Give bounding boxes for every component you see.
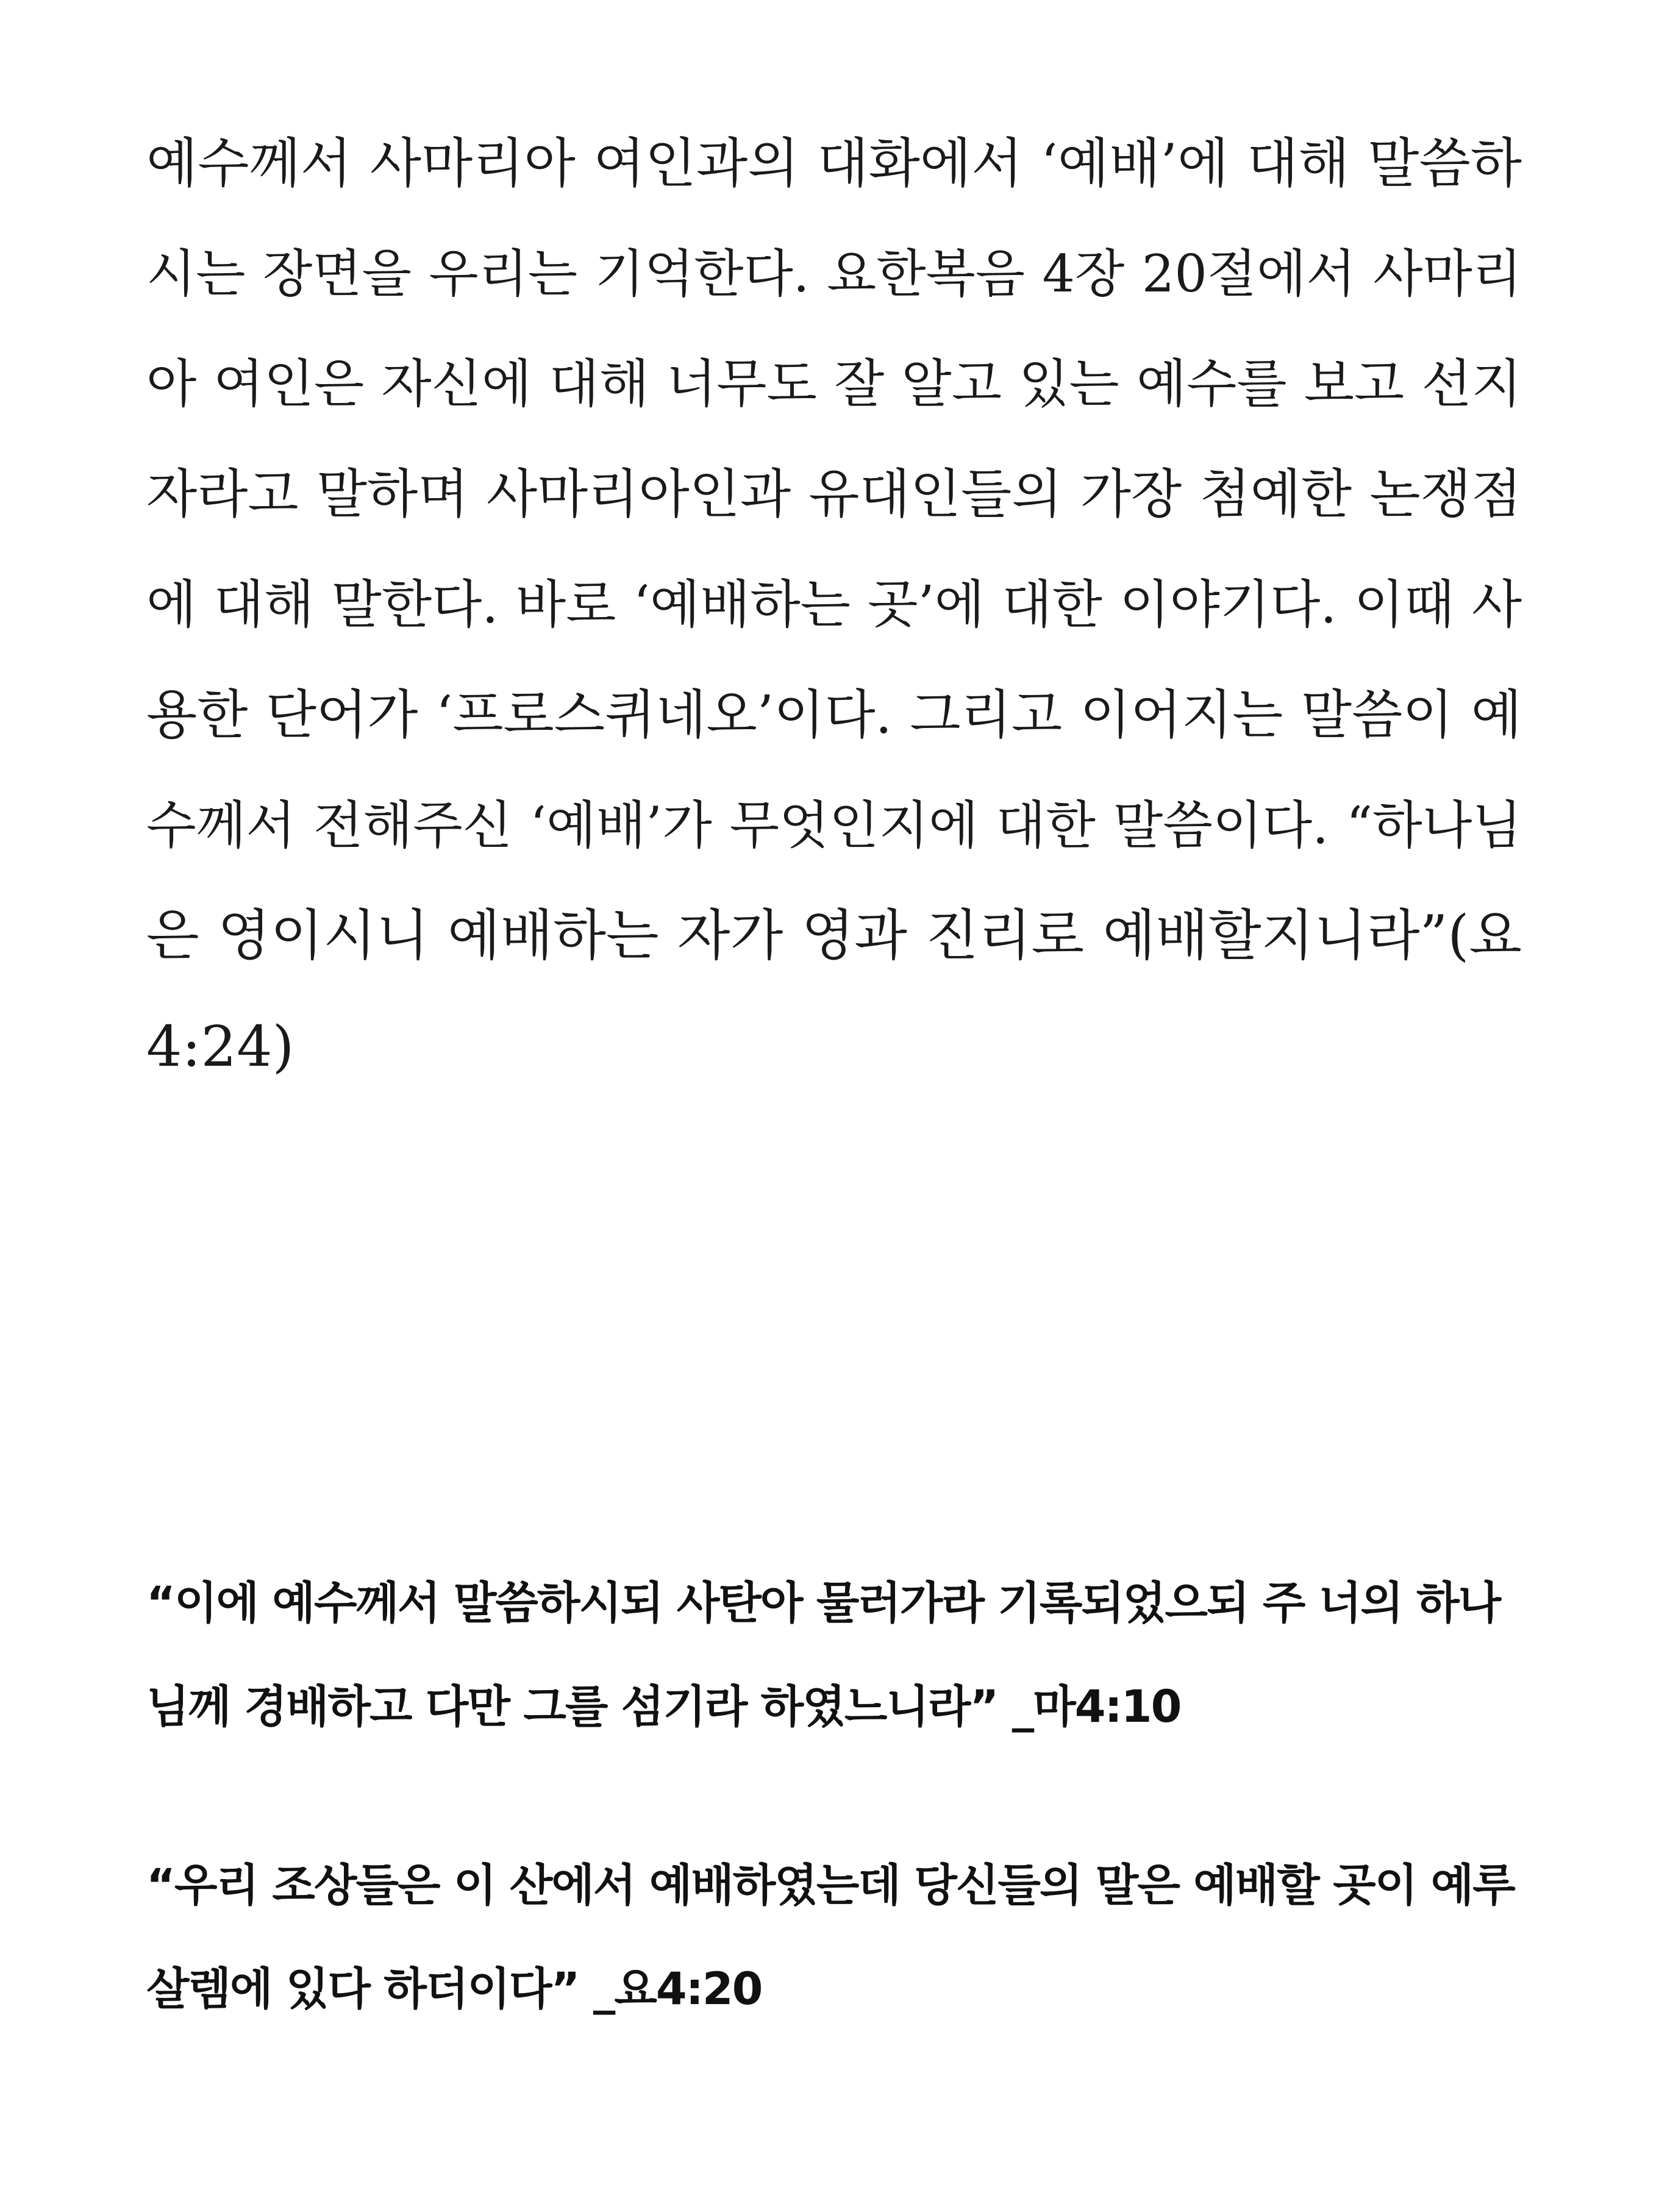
body-line: 은 영이시니 예배하는 자가 영과 진리로 예배할지니라”(요 [146,904,1522,968]
body-line: 아 여인은 자신에 대해 너무도 잘 알고 있는 예수를 보고 선지 [146,354,1522,415]
body-line: 예수께서 사마리아 여인과의 대화에서 ‘예배’에 대해 말씀하 [146,132,1522,194]
body-line: 자라고 말하며 사마리아인과 유대인들의 가장 첨예한 논쟁점 [146,464,1522,525]
body-line: 에 대해 말한다. 바로 ‘예배하는 곳’에 대한 이야기다. 이때 사 [146,575,1522,635]
quote-line: “이에 예수께서 말씀하시되 사탄아 물러가라 기록되었으되 주 너의 하나 [146,1577,1500,1629]
quote-line: “우리 조상들은 이 산에서 예배하였는데 당신들의 말은 예배할 곳이 예루 [146,1860,1515,1911]
body-line: 수께서 전해주신 ‘예배’가 무엇인지에 대한 말씀이다. “하나님 [146,796,1522,855]
body-line: 4:24) [146,1014,294,1079]
body-line: 용한 단어가 ‘프로스퀴네오’이다. 그리고 이어지는 말씀이 예 [146,685,1522,746]
body-line: 시는 장면을 우리는 기억한다. 요한복음 4장 20절에서 사마리 [146,244,1522,304]
body-paragraph [146,109,1522,1102]
quote-line: 님께 경배하고 다만 그를 섬기라 하였느니라” _마4:10 [146,1681,1181,1733]
scripture-quote-matthew [146,1552,1522,1759]
quote-line: 살렘에 있다 하더이다” _요4:20 [146,1963,762,2015]
scripture-quote-john [146,1834,1522,2041]
